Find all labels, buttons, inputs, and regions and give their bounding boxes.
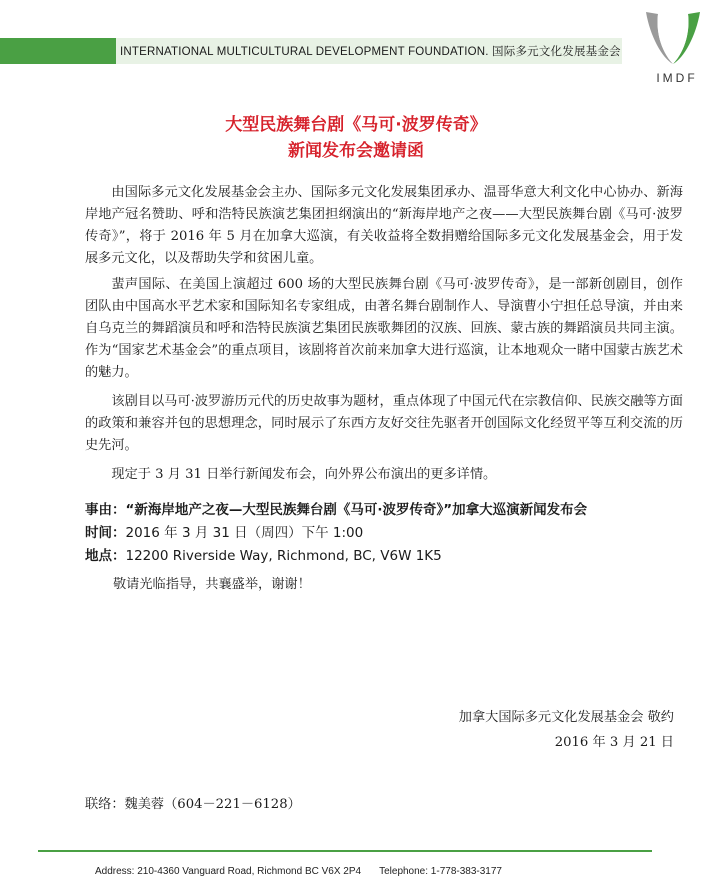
location-value: 12200 Riverside Way, Richmond, BC, V6W 1K5 <box>125 548 442 564</box>
location-detail <box>85 544 695 564</box>
paragraph-1: 由国际多元文化发展基金会主办、国际多元文化发展集团承办、温哥华意大利文化中心协办、新海岸地产冠名赞助、呼和浩特民族演艺集团担纲演出的“新海岸地产之夜——大型民族舞台剧《马可·波罗传奇》”，将于 2016 年 5 月在加拿大巡演，有关收益将全数捐赠给国际多元文化发展基金会，用于发展多元文化，以及帮助失学和贫困儿童。 <box>85 185 683 266</box>
paragraph-3: 该剧目以马可·波罗游历元代的历史故事为题材，重点体现了中国元代在宗教信仰、民族交融等方面的政策和兼容并包的思想理念，同时展示了东西方友好交往先驱者开创国际文化经贸平等互利交流的历史先河。 <box>85 394 683 453</box>
location-label: 地点： <box>85 548 126 564</box>
paragraph-2: 蜚声国际、在美国上演超过 600 场的大型民族舞台剧《马可·波罗传奇》，是一部新创剧目，创作团队由中国高水平艺术家和国际知名专家组成，由著名舞台剧制作人、导演曹小宁担任总导演，并由来自乌克兰的舞蹈演员和呼和浩特民族演艺集团民族歌舞团的汉族、回族、蒙古族的舞蹈演员共同主演。作为“国家艺术基金会”的重点项目，该剧将首次前来加拿大进行巡演，让本地观众一睹中国蒙古族艺术的魅力。 <box>85 277 683 380</box>
title-line-1: 大型民族舞台剧《马可·波罗传奇》 <box>225 115 487 135</box>
footer <box>95 866 520 877</box>
event-label: 事由： <box>85 502 126 518</box>
signature-org: 加拿大国际多元文化发展基金会 敬约 <box>458 710 674 725</box>
closing-line: 敬请光临指导，共襄盛举，谢谢！ <box>113 577 311 592</box>
footer-telephone: Telephone: 1-778-383-3177 <box>379 866 502 877</box>
time-detail <box>85 521 695 541</box>
title-line-2: 新闻发布会邀请函 <box>288 141 424 161</box>
header-org-name: INTERNATIONAL MULTICULTURAL DEVELOPMENT FOUNDATION. 国际多元文化发展基金会 <box>120 46 621 58</box>
time-value: 2016 年 3 月 31 日（周四）下午 1:00 <box>125 525 364 541</box>
footer-divider <box>38 850 652 852</box>
time-label: 时间： <box>85 525 126 541</box>
contact-info: 联络：魏美蓉（604－221－6128） <box>85 797 301 812</box>
footer-address: Address: 210-4360 Vanguard Road, Richmond BC V6X 2P4 <box>95 866 362 877</box>
event-value: “新海岸地产之夜—大型民族舞台剧《马可·波罗传奇》”加拿大巡演新闻发布会 <box>125 502 588 518</box>
event-detail <box>85 498 695 518</box>
logo-text: IMDF <box>656 71 698 85</box>
paragraph-4: 现定于 3 月 31 日举行新闻发布会，向外界公布演出的更多详情。 <box>111 467 497 482</box>
signature-date: 2016 年 3 月 21 日 <box>554 735 674 750</box>
imdf-logo-icon <box>640 6 706 68</box>
